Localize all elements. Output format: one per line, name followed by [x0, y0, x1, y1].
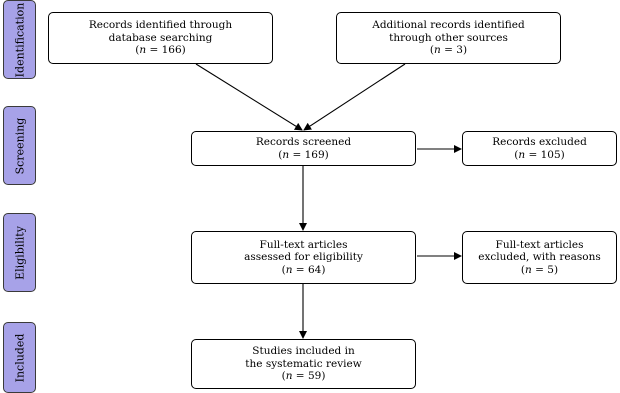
stage-label-included: Included — [13, 333, 26, 382]
box-other-sources-line-1: Additional records identified — [372, 19, 525, 32]
box-full-text-excluded — [462, 231, 617, 284]
box-database-records-line-1: Records identified through — [88, 19, 233, 32]
n-value: 59 — [307, 370, 322, 383]
box-full-text-assessed-count: (n = 64) — [281, 263, 326, 276]
n-symbol: n — [285, 263, 293, 276]
box-studies-included-line-2: the systematic review — [245, 357, 362, 370]
n-value: 3 — [456, 44, 463, 57]
box-database-records-line-2: database searching — [108, 31, 213, 44]
n-value: 105 — [540, 148, 561, 161]
box-other-sources-count: (n = 3) — [429, 44, 468, 57]
n-value: 5 — [547, 263, 554, 276]
box-studies-included-count: (n = 59) — [281, 370, 326, 383]
box-other-sources — [336, 12, 561, 64]
arrow-other-to-screened — [304, 64, 405, 130]
box-full-text-assessed-line-1: Full-text articles — [259, 238, 348, 251]
box-full-text-assessed — [191, 231, 416, 284]
stage-included — [3, 322, 36, 393]
stage-identification — [3, 0, 36, 79]
box-records-screened-count: (n = 169) — [278, 148, 329, 161]
box-database-records — [48, 12, 273, 64]
n-symbol: n — [282, 148, 290, 161]
n-value: 169 — [304, 148, 325, 161]
box-other-sources-line-2: through other sources — [389, 31, 508, 44]
n-symbol: n — [285, 370, 293, 383]
box-full-text-excluded-line-1: Full-text articles — [495, 238, 584, 251]
stage-screening — [3, 106, 36, 185]
box-studies-included — [191, 339, 416, 389]
n-symbol: n — [525, 263, 532, 276]
box-full-text-excluded-line-2: excluded, with reasons — [478, 251, 601, 264]
stage-label-identification: Identification — [13, 2, 26, 77]
stage-eligibility — [3, 213, 36, 292]
n-symbol: n — [518, 148, 526, 161]
box-full-text-excluded-count: (n = 5) — [520, 263, 559, 276]
box-records-screened — [191, 131, 416, 166]
arrow-database-to-screened — [196, 64, 302, 130]
box-database-records-count: (n = 166) — [135, 44, 186, 57]
box-studies-included-line-1: Studies included in — [252, 345, 355, 358]
stage-label-screening: Screening — [13, 117, 26, 174]
box-records-excluded-count: (n = 105) — [514, 148, 565, 161]
box-records-screened-line-1: Records screened — [255, 136, 352, 148]
box-full-text-assessed-line-2: assessed for eligibility — [244, 251, 363, 264]
n-symbol: n — [434, 44, 441, 57]
box-records-excluded-line-1: Records excluded — [492, 136, 587, 148]
stage-label-eligibility: Eligibility — [13, 225, 26, 280]
n-value: 166 — [161, 44, 182, 57]
n-value: 64 — [307, 263, 322, 276]
box-records-excluded — [462, 131, 617, 166]
n-symbol: n — [139, 44, 147, 57]
